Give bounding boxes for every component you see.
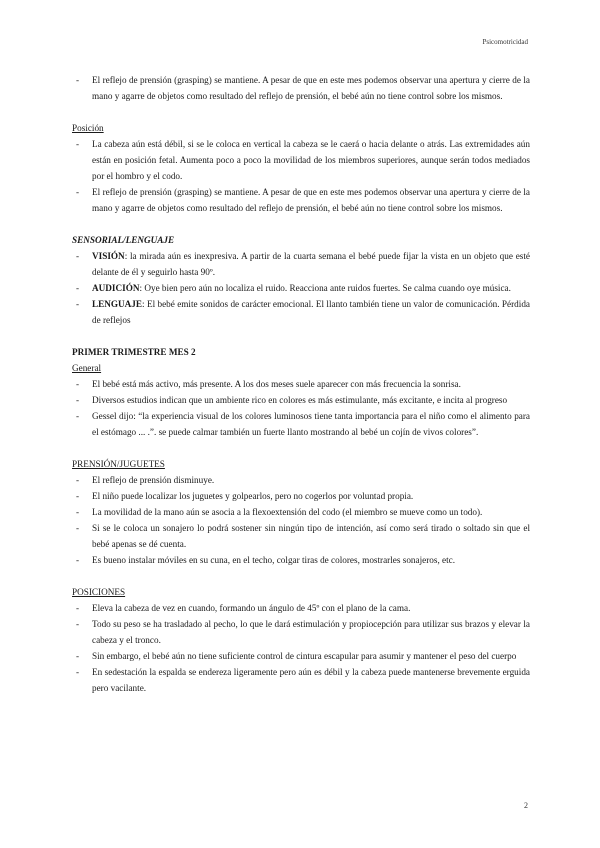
section-heading-prension: PRENSIÓN/JUGUETES — [72, 459, 165, 469]
term-text: : El bebé emite sonidos de carácter emocional. El llanto también tiene un valor de comunicación. Pérdida de reflejos — [92, 299, 530, 325]
prension-list — [72, 472, 530, 568]
intro-list — [72, 72, 530, 104]
list-item: - Eleva la cabeza de vez en cuando, formando un ángulo de 45º con el plano de la cama. — [72, 600, 530, 616]
list-item: - La cabeza aún está débil, si se le coloca en vertical la cabeza se le caerá o hacia delante o atrás. Las extremidades aún están en posición fetal. Aumenta poco a poco la movilidad de los miembros superiores, aunque serán todos mediados por el hombro y el codo. — [72, 136, 530, 184]
list-item: - La movilidad de la mano aún se asocia a la flexoextensión del codo (el miembro se mueve como un todo). — [72, 504, 530, 520]
term-label: LENGUAJE — [92, 299, 143, 309]
list-item: - Si se le coloca un sonajero lo podrá sostener sin ningún tipo de intención, así como será tirado o soltado sin que el bebé apenas se dé cuenta. — [72, 520, 530, 552]
document-body — [72, 72, 530, 696]
list-item — [72, 280, 530, 296]
list-item: - El reflejo de prensión (grasping) se mantiene. A pesar de que en este mes podemos observar una apertura y cierre de la mano y agarre de objetos como resultado del reflejo de prensión, el bebé aún no tiene control sobre los mismos. — [72, 72, 530, 104]
sensorial-list — [72, 248, 530, 328]
list-item — [72, 296, 530, 328]
list-item: - Diversos estudios indican que un ambiente rico en colores es más estimulante, más excitante, e incita al progreso — [72, 392, 530, 408]
page-header: Psicomotricidad — [482, 38, 528, 46]
term-text: : Oye bien pero aún no localiza el ruido. Reacciona ante ruidos fuertes. Se calma cuando oye música. — [139, 283, 511, 293]
section-heading-general: General — [72, 363, 102, 373]
list-item: - Todo su peso se ha trasladado al pecho, lo que le dará estimulación y propiocepción para utilizar sus brazos y elevar la cabeza y el tronco. — [72, 616, 530, 648]
term-label: AUDICIÓN — [92, 283, 140, 293]
term-label: VISIÓN — [92, 251, 125, 261]
list-item: - El reflejo de prensión (grasping) se mantiene. A pesar de que en este mes podemos observar una apertura y cierre de la mano y agarre de objetos como resultado del reflejo de prensión, el bebé aún no tiene control sobre los mismos. — [72, 184, 530, 216]
list-item: - Gessel dijo: “la experiencia visual de los colores luminosos tiene tanta importancia para el niño como el alimento para el estómago ... .”. se puede calmar también un fuerte llanto mostrando al bebé un cojín de vivos colores”. — [72, 408, 530, 440]
list-item: - El bebé está más activo, más presente. A los dos meses suele aparecer con más frecuencia la sonrisa. — [72, 376, 530, 392]
general-list — [72, 376, 530, 440]
list-item: - El niño puede localizar los juguetes y golpearlos, pero no cogerlos por voluntad propia. — [72, 488, 530, 504]
list-item — [72, 248, 530, 280]
posicion-list — [72, 136, 530, 216]
list-item: - Es bueno instalar móviles en su cuna, en el techo, colgar tiras de colores, mostrarles sonajeros, etc. — [72, 552, 530, 568]
section-heading-sensorial: SENSORIAL/LENGUAJE — [72, 235, 175, 245]
posiciones-list — [72, 600, 530, 696]
page-number: 2 — [524, 801, 528, 810]
section-heading-mes2: PRIMER TRIMESTRE MES 2 — [72, 347, 196, 357]
list-item: - En sedestación la espalda se endereza ligeramente pero aún es débil y la cabeza puede mantenerse brevemente erguida pero vacilante. — [72, 664, 530, 696]
list-item: - Sin embargo, el bebé aún no tiene suficiente control de cintura escapular para asumir y mantener el peso del cuerpo — [72, 648, 530, 664]
section-heading-posiciones: POSICIONES — [72, 587, 126, 597]
term-text: : la mirada aún es inexpresiva. A partir de la cuarta semana el bebé puede fijar la vista en un objeto que esté delante de él y seguirlo hasta 90º. — [92, 251, 530, 277]
section-heading-posicion: Posición — [72, 123, 104, 133]
list-item: - El reflejo de prensión disminuye. — [72, 472, 530, 488]
